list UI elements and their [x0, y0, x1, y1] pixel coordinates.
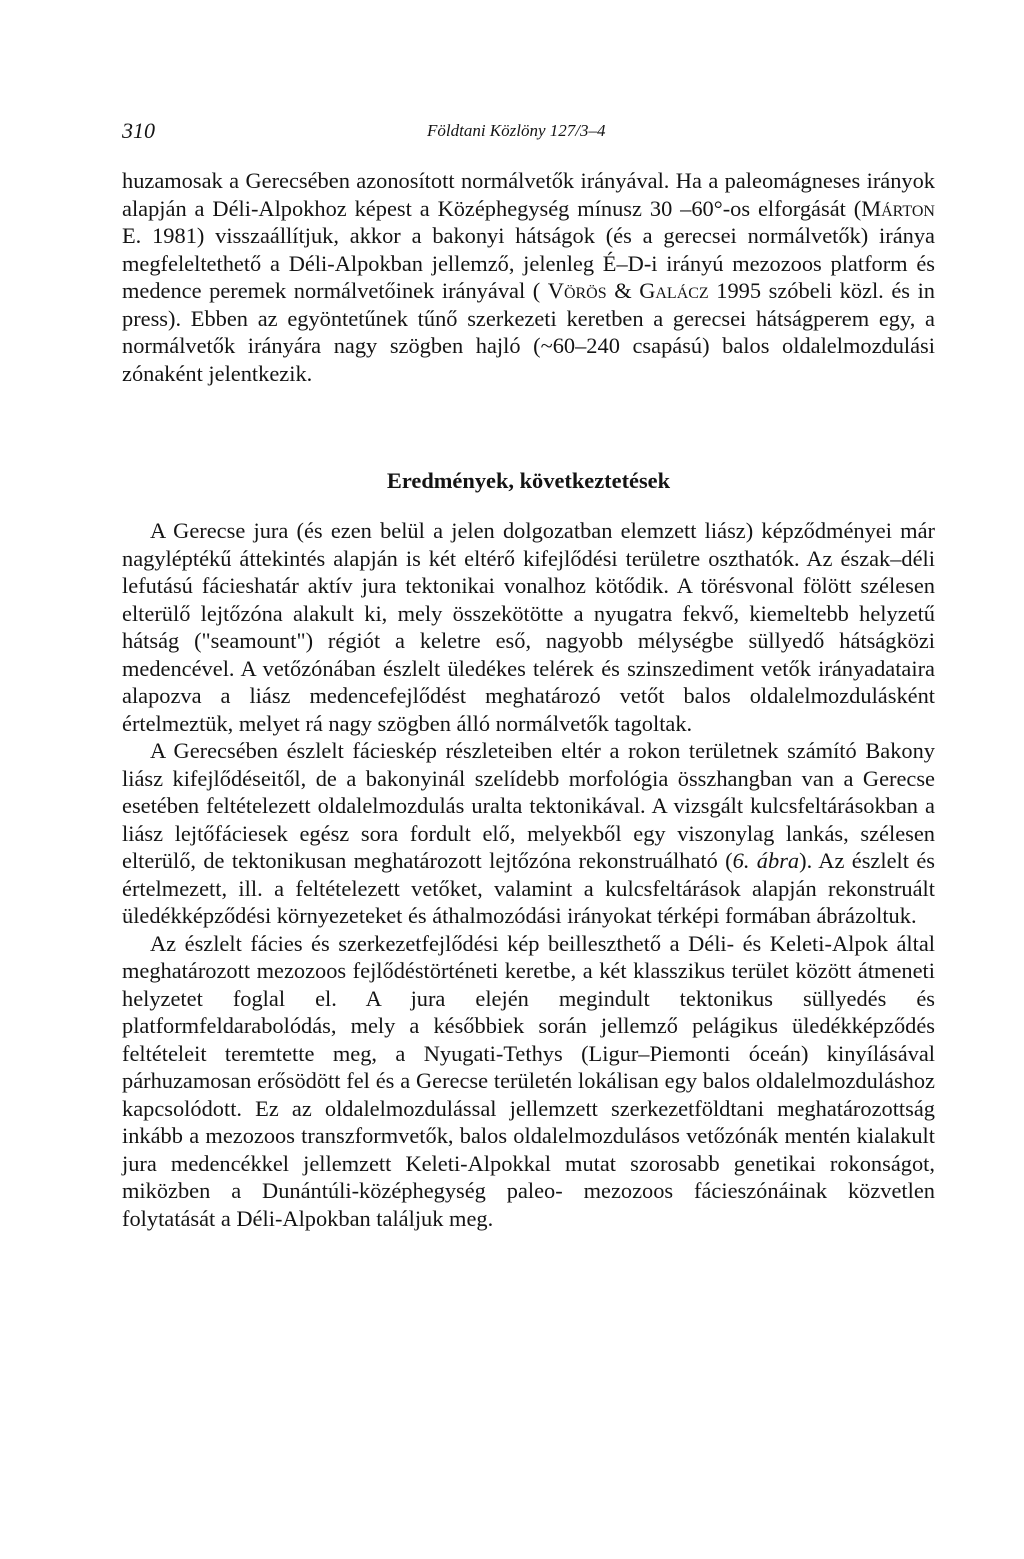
- running-header: [122, 118, 935, 148]
- intro-text-run: huzamosak a Gerecsében azonosított normálvetők irányával. Ha a paleomágneses irányok alapján a Déli-Alpokhoz képest a Középhegység mínusz 30 –60°-os elforgását (: [122, 168, 935, 221]
- journal-title: Földtani Közlöny 127/3–4: [427, 121, 606, 140]
- intro-text: [122, 167, 935, 387]
- paragraph-3: Az észlelt fácies és szerkezetfejlődési kép beilleszthető a Déli- és Keleti-Alpok által meghatározott mezozoos fejlődéstörténeti keretbe, a két klasszikus terület között átmeneti helyzetet foglal el. A jura elején megindult tektonikus süllyedés és platformfeldarabolódás, mely a későbbiek során jellemző pelágikus üledékképződés feltételeit teremtette meg, a Nyugati-Tethys (Ligur–Piemonti óceán) kinyílásával párhuzamosan erősödött fel és a Gerecse területén lokálisan egy balos oldalelmozduláshoz kapcsolódott. Ez az oldalelmozdulással jellemzett szerkezetföldtani meghatározottság inkább a mezozoos transzformvetők, balos oldalelmozdulásos vetőzónák mentén kialakult jura medencékkel jellemzett Keleti-Alpokkal mutat szorosabb genetikai rokonságot, miközben a Dunántúli-középhegység paleo- mezozoos fácieszónáinak közvetlen folytatását a Déli-Alpokban találjuk meg.: [122, 930, 935, 1231]
- intro-paragraph: [122, 167, 935, 387]
- figure-reference: 6. ábra: [732, 848, 800, 873]
- author-citation: Márton E.: [122, 195, 935, 248]
- paragraph-2: [122, 737, 935, 930]
- page-number: 310: [122, 118, 155, 143]
- paragraph-1: A Gerecse jura (és ezen belül a jelen dolgozatban elemzett liász) képződményei már nagyléptékű áttekintés alapján is két eltérő kifejlődési területre oszthatók. Az észak–déli lefutású fácieshatár aktív jura tektonikai vonalhoz kötődik. A törésvonal fölött szélesen elterülő lejtőzóna alakult ki, mely összekötötte a nyugatra fekvő, kiemeltebb helyzetű hátság ("seamount") régiót a keletre eső, nagyobb mélységbe süllyedő hátságközi medencével. A vetőzónában észlelt üledékes telérek és szinszediment vetők irányadataira alapozva a liász medencefejlődést meghatározó vetőt balos oldalelmozdulásként értelmeztük, melyet rá nagy szögben álló normálvetők tagoltak.: [122, 518, 935, 736]
- section-body: [122, 517, 935, 1232]
- intro-text-run: 1981) visszaállítjuk, akkor a bakonyi hátságok (és a gerecsei normálvetők) iránya megfeleltethető a Déli-Alpokban jellemző, jelenleg É–D-i irányú mezozoos platform és medence peremek normálvetőinek irányával (: [122, 223, 935, 303]
- section-heading: Eredmények, következtetések: [386, 468, 671, 493]
- paragraph-text-run: A Gerecsében észlelt fácieskép részleteiben eltér a rokon területnek számító Bakony liász kifejlődéseitől, de a bakonyinál szelídebb morfológia összhangban van a Gerecse esetében feltételezett oldalelmozdulás uralta tektonikával. A vizsgált kulcsfeltárásokban a liász lejtőfáciesek egész sora fordult elő, melyekből egy viszonylag lankás, szélesen elterülő, de tektonikusan meghatározott lejtőzóna rekonstruálható (: [122, 738, 935, 873]
- author-citation: Vörös & Galácz: [547, 278, 709, 303]
- intro-text-run: 1995 szóbeli közl. és in press). Ebben az egyöntetűnek tűnő szerkezeti keretben a gerecsei hátságperem egy, a normálvetők irányára nagy szögben hajló (~60–240 csapású) balos oldalelmozdulási zónaként jelentkezik.: [122, 278, 935, 386]
- paragraph-text-run: ). Az észlelt és értelmezett, ill. a feltételezett vetőket, valamint a kulcsfeltárások alapján rekonstruált üledékképződési környezeteket és áthalmozódási irányokat térképi formában ábrázoltuk.: [122, 848, 935, 928]
